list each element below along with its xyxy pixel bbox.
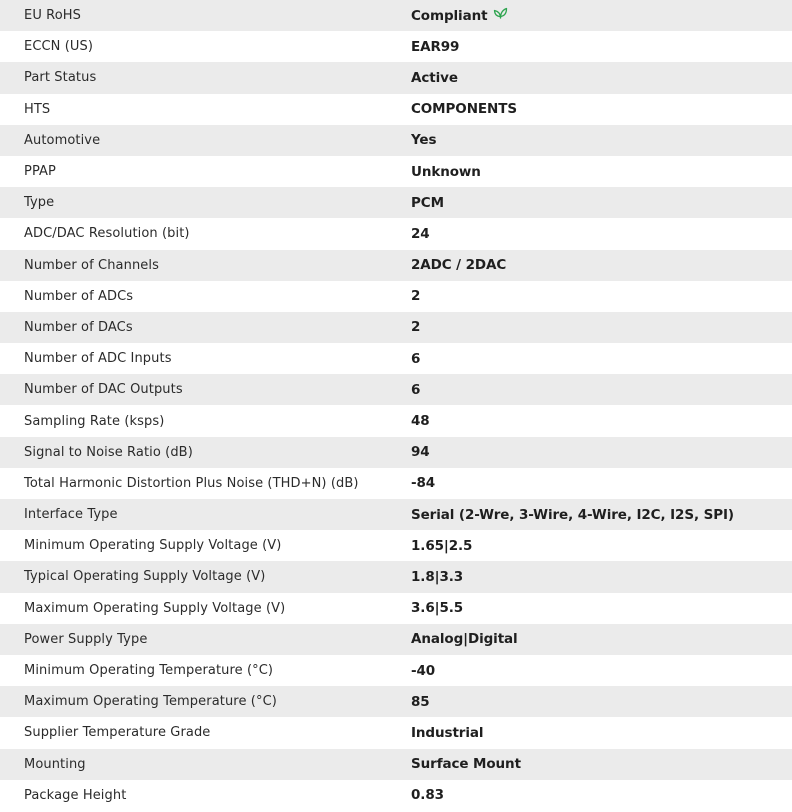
spec-value-cell (411, 187, 792, 218)
spec-attribute: PPAP (24, 164, 56, 180)
spec-row (0, 437, 792, 468)
spec-value: Unknown (411, 163, 481, 180)
spec-attribute: Supplier Temperature Grade (24, 725, 211, 741)
spec-value: 1.8|3.3 (411, 568, 464, 585)
spec-value-cell (411, 468, 792, 499)
spec-row (0, 468, 792, 499)
spec-value: 2 (411, 319, 421, 336)
spec-row (0, 530, 792, 561)
spec-row (0, 561, 792, 592)
spec-value: 24 (411, 225, 430, 242)
spec-value: Analog|Digital (411, 631, 518, 648)
spec-value: 1.65|2.5 (411, 537, 473, 554)
spec-value-cell (411, 780, 792, 811)
spec-attribute: EU RoHS (24, 8, 81, 24)
spec-value: 2ADC / 2DAC (411, 257, 507, 274)
leaf-icon (493, 7, 508, 23)
spec-value-cell (411, 717, 792, 748)
spec-row (0, 218, 792, 249)
spec-value-cell (411, 499, 792, 530)
spec-attribute: Part Status (24, 70, 97, 86)
spec-attribute: Sampling Rate (ksps) (24, 413, 165, 429)
spec-row (0, 94, 792, 125)
spec-value-cell (411, 530, 792, 561)
spec-row (0, 686, 792, 717)
spec-value: Industrial (411, 724, 484, 741)
spec-attribute: Package Height (24, 787, 127, 803)
spec-value-cell (411, 437, 792, 468)
spec-attribute: HTS (24, 101, 51, 117)
spec-value-cell (411, 250, 792, 281)
spec-value-cell (411, 125, 792, 156)
spec-row (0, 156, 792, 187)
spec-row (0, 187, 792, 218)
spec-value: 0.83 (411, 787, 444, 804)
spec-value: Compliant (411, 7, 488, 24)
spec-row (0, 717, 792, 748)
spec-value-cell (411, 0, 792, 31)
spec-attribute: ECCN (US) (24, 39, 94, 55)
spec-attribute: Maximum Operating Supply Voltage (V) (24, 600, 286, 616)
spec-attribute: Minimum Operating Temperature (°C) (24, 663, 274, 679)
spec-attribute: Total Harmonic Distortion Plus Noise (THD+N) (dB) (24, 475, 359, 491)
spec-value: 85 (411, 693, 430, 710)
spec-value: 48 (411, 413, 430, 430)
spec-row (0, 31, 792, 62)
spec-value: 2 (411, 288, 421, 305)
spec-value: Active (411, 69, 458, 86)
spec-value: Serial (2-Wre, 3-Wire, 4-Wire, I2C, I2S, SPI) (411, 506, 734, 523)
spec-value-cell (411, 686, 792, 717)
spec-row (0, 0, 792, 31)
spec-row (0, 749, 792, 780)
spec-value-cell (411, 374, 792, 405)
spec-value: EAR99 (411, 38, 460, 55)
spec-attribute: ADC/DAC Resolution (bit) (24, 226, 190, 242)
spec-row (0, 125, 792, 156)
spec-attribute: Power Supply Type (24, 631, 148, 647)
spec-attribute: Automotive (24, 132, 101, 148)
spec-value: 6 (411, 381, 421, 398)
spec-value-cell (411, 343, 792, 374)
spec-row (0, 655, 792, 686)
spec-value-cell (411, 593, 792, 624)
spec-value: Yes (411, 132, 437, 149)
spec-row (0, 374, 792, 405)
spec-value-cell (411, 218, 792, 249)
spec-attribute: Signal to Noise Ratio (dB) (24, 444, 193, 460)
spec-row (0, 405, 792, 436)
spec-row (0, 250, 792, 281)
spec-attribute: Interface Type (24, 507, 118, 523)
spec-value-cell (411, 281, 792, 312)
spec-row (0, 312, 792, 343)
spec-attribute: Number of DACs (24, 319, 133, 335)
spec-value-cell (411, 624, 792, 655)
spec-value-cell (411, 94, 792, 125)
spec-attribute: Type (24, 195, 55, 211)
spec-value: 94 (411, 444, 430, 461)
spec-attribute: Mounting (24, 756, 86, 772)
spec-attribute: Number of ADC Inputs (24, 351, 172, 367)
spec-value: COMPONENTS (411, 101, 517, 118)
spec-row (0, 499, 792, 530)
spec-row (0, 780, 792, 811)
spec-value: 3.6|5.5 (411, 600, 464, 617)
spec-value: 6 (411, 350, 421, 367)
spec-value-cell (411, 62, 792, 93)
spec-value-cell (411, 312, 792, 343)
spec-value-cell (411, 31, 792, 62)
spec-attribute: Maximum Operating Temperature (°C) (24, 694, 277, 710)
spec-value: PCM (411, 194, 444, 211)
spec-attribute: Minimum Operating Supply Voltage (V) (24, 538, 282, 554)
spec-value: Surface Mount (411, 756, 521, 773)
spec-value: -84 (411, 475, 436, 492)
spec-value-cell (411, 749, 792, 780)
spec-row (0, 62, 792, 93)
spec-value-cell (411, 405, 792, 436)
spec-value: -40 (411, 662, 436, 679)
spec-row (0, 343, 792, 374)
spec-attribute: Number of DAC Outputs (24, 382, 183, 398)
spec-attribute: Number of Channels (24, 257, 159, 273)
spec-value-cell (411, 655, 792, 686)
spec-row (0, 281, 792, 312)
spec-value-cell (411, 561, 792, 592)
spec-attribute: Number of ADCs (24, 288, 134, 304)
spec-row (0, 624, 792, 655)
spec-row (0, 593, 792, 624)
spec-value-cell (411, 156, 792, 187)
spec-attribute: Typical Operating Supply Voltage (V) (24, 569, 266, 585)
